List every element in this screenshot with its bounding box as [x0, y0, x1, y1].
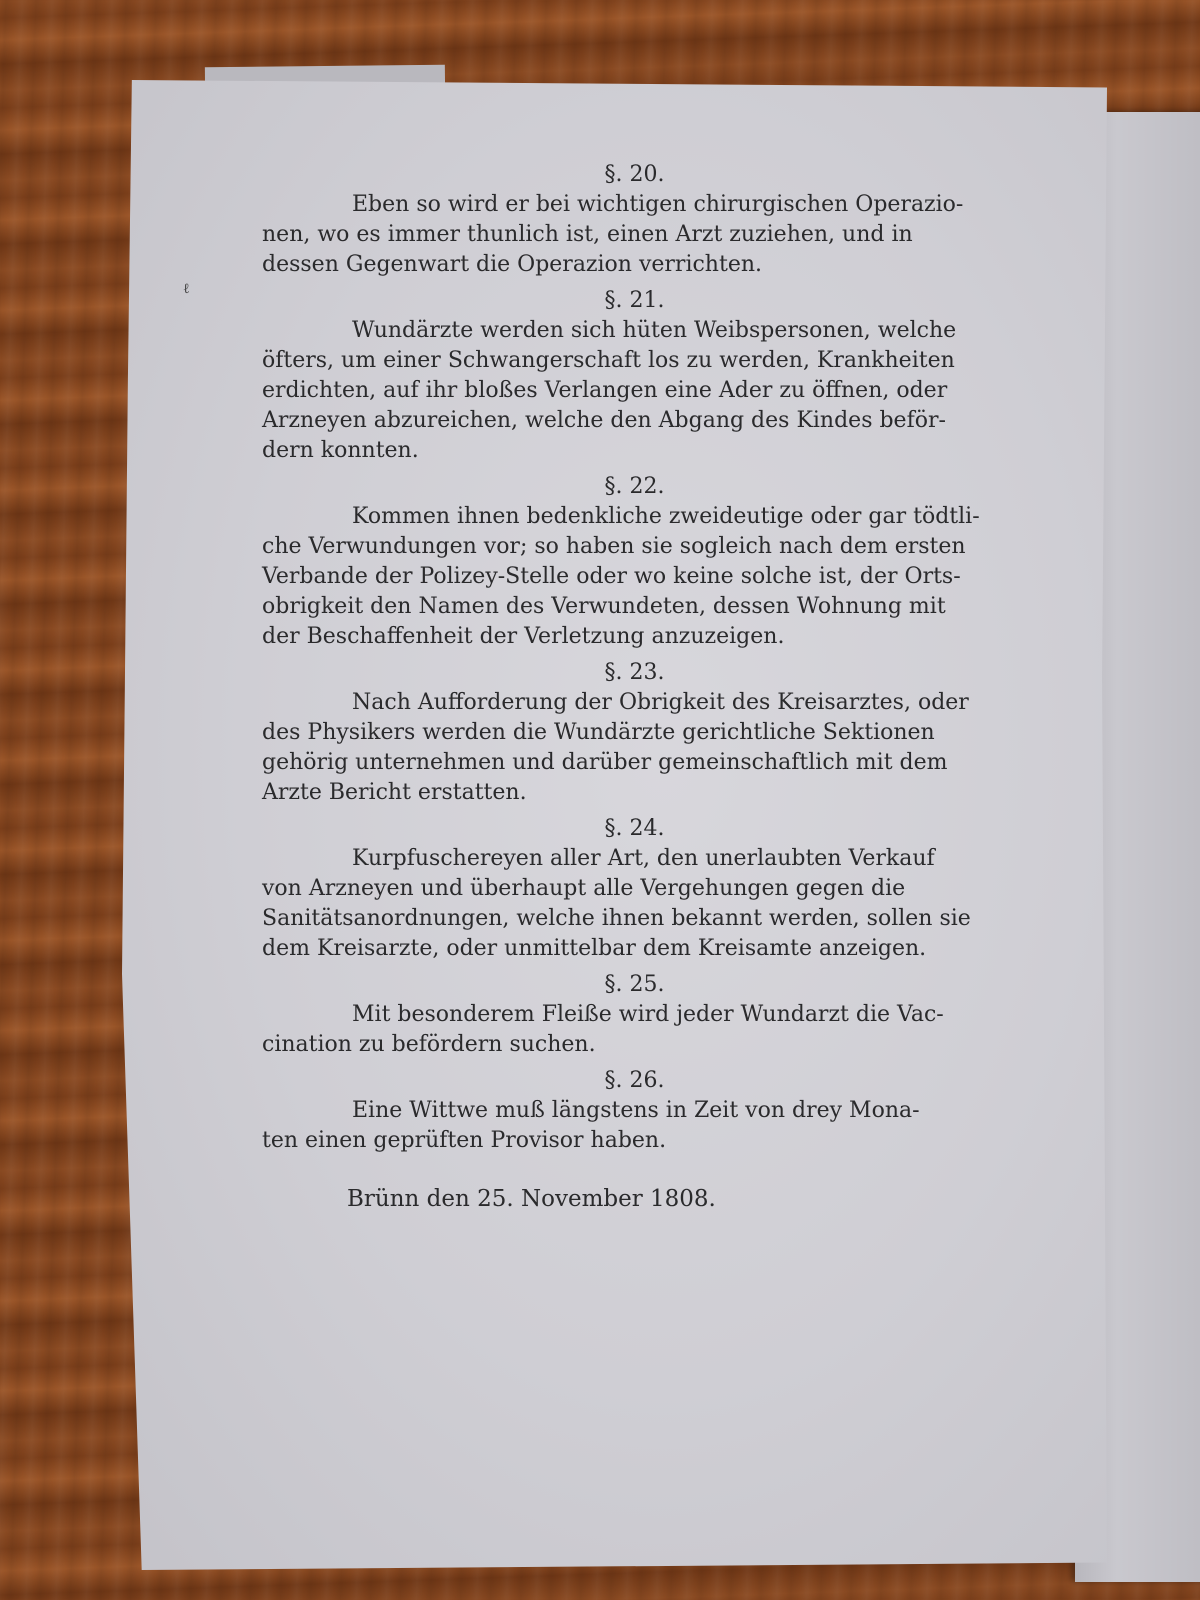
- text-line: Mit besonderem Fleiße wird jeder Wundarzt die Vac-: [352, 1002, 944, 1027]
- text-line: che Verwundungen vor; so haben sie sogleich nach dem ersten: [262, 534, 966, 559]
- section-26: [262, 1066, 967, 1156]
- paragraph: [262, 316, 967, 466]
- text-line: Kommen ihnen bedenkliche zweideutige oder gar tödtli-: [352, 504, 980, 529]
- document-text: [262, 160, 980, 1237]
- section-20: [262, 160, 967, 280]
- paragraph: [262, 1096, 967, 1156]
- text-line: Kurpfuschereyen aller Art, den unerlaubten Verkauf: [352, 846, 935, 871]
- paragraph: [262, 688, 967, 808]
- section-24: [262, 814, 971, 964]
- text-line: dessen Gegenwart die Operazion verrichten.: [262, 252, 762, 277]
- section-21: [262, 286, 967, 466]
- paragraph: [262, 190, 967, 280]
- section-heading: §. 20.: [604, 162, 665, 187]
- text-line: Arzte Bericht erstatten.: [262, 780, 527, 805]
- section-23: [262, 658, 967, 808]
- text-line: Eine Wittwe muß längstens in Zeit von drey Mona-: [352, 1098, 920, 1123]
- section-heading: §. 21.: [604, 288, 665, 313]
- text-line: erdichten, auf ihr bloßes Verlangen eine Ader zu öffnen, oder: [262, 378, 948, 403]
- paragraph: [262, 502, 980, 652]
- text-line: von Arzneyen und überhaupt alle Vergehungen gegen die: [262, 876, 906, 901]
- closing-date-line: Brünn den 25. November 1808.: [347, 1186, 716, 1212]
- text-line: Sanitätsanordnungen, welche ihnen bekannt werden, sollen sie: [262, 906, 971, 931]
- text-line: der Beschaffenheit der Verletzung anzuzeigen.: [262, 624, 785, 649]
- text-line: obrigkeit den Namen des Verwundeten, dessen Wohnung mit: [262, 594, 946, 619]
- text-line: Nach Aufforderung der Obrigkeit des Kreisarztes, oder: [352, 690, 969, 715]
- text-line: Eben so wird er bei wichtigen chirurgischen Operazio-: [352, 192, 964, 217]
- text-line: ten einen geprüften Provisor haben.: [262, 1128, 667, 1153]
- section-heading: §. 22.: [604, 474, 665, 499]
- section-heading: §. 26.: [604, 1068, 665, 1093]
- text-line: Arzneyen abzureichen, welche den Abgang des Kindes beför-: [262, 408, 946, 433]
- text-line: nen, wo es immer thunlich ist, einen Arzt zuziehen, und in: [262, 222, 913, 247]
- paragraph: [262, 1000, 967, 1060]
- section-heading: §. 25.: [604, 972, 665, 997]
- text-line: cination zu befördern suchen.: [262, 1032, 596, 1057]
- section-22: [262, 472, 980, 652]
- paragraph: [262, 844, 971, 964]
- text-line: Wundärzte werden sich hüten Weibspersonen, welche: [352, 318, 957, 343]
- text-line: des Physikers werden die Wundärzte gerichtliche Sektionen: [262, 720, 935, 745]
- section-heading: §. 24.: [604, 816, 665, 841]
- text-line: gehörig unternehmen und darüber gemeinschaftlich mit dem: [262, 750, 948, 775]
- pencil-mark: ℓ: [183, 281, 190, 297]
- text-line: dern konnten.: [262, 438, 419, 463]
- text-line: Verbande der Polizey-Stelle oder wo keine solche ist, der Orts-: [262, 564, 961, 589]
- section-heading: §. 23.: [604, 660, 665, 685]
- text-line: öfters, um einer Schwangerschaft los zu werden, Krankheiten: [262, 348, 955, 373]
- section-25: [262, 970, 967, 1060]
- text-line: dem Kreisarzte, oder unmittelbar dem Kreisamte anzeigen.: [262, 936, 927, 961]
